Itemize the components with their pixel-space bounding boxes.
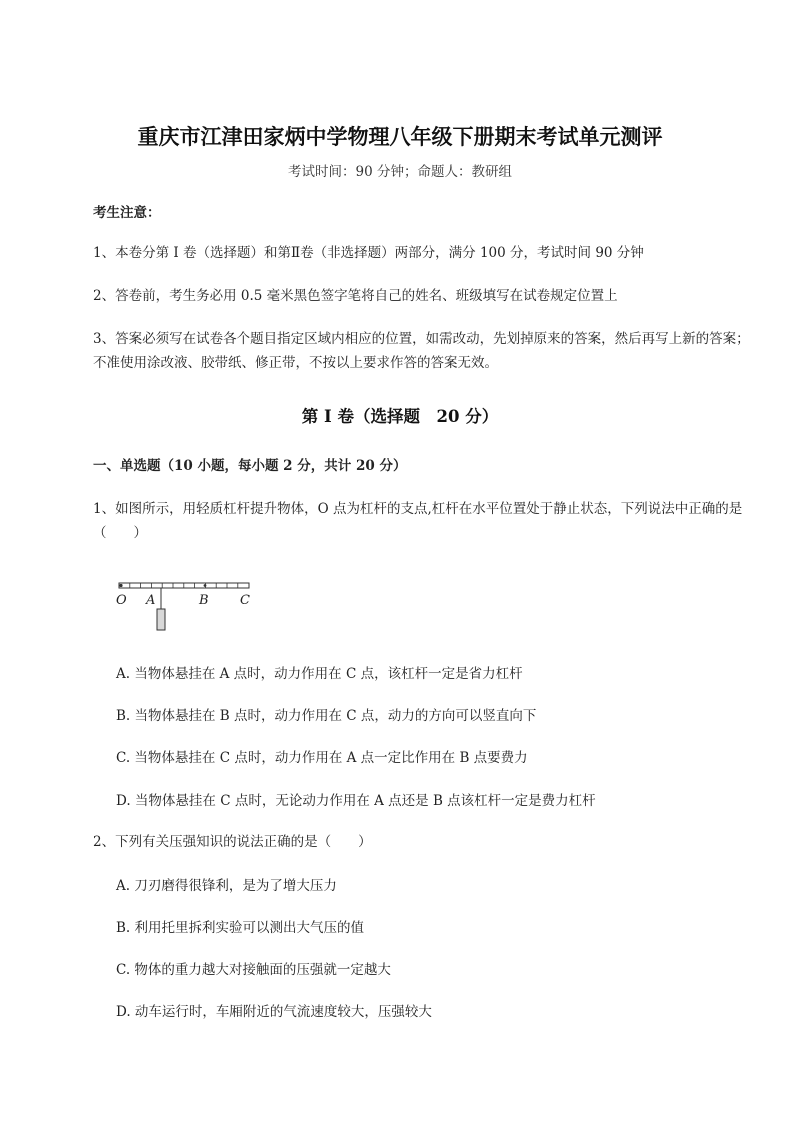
notice-heading: 考生注意： [93,205,161,221]
label-o: O [116,593,127,608]
question-stem: 1、如图所示，用轻质杠杆提升物体，O 点为杠杆的支点,杠杆在水平位置处于静止状态，下列说法中正确的是（ ） [93,501,743,541]
label-c: C [240,593,250,608]
option-b: B. 利用托里拆利实验可以测出大气压的值 [116,920,365,936]
exam-info: 考试时间：90 分钟；命题人：教研组 [288,164,512,180]
notice-item: 1、本卷分第 I 卷（选择题）和第Ⅱ卷（非选择题）两部分，满分 100 分，考试时间 90 分钟 [93,245,644,261]
option-d: D. 动车运行时，车厢附近的气流速度较大，压强较大 [116,1004,432,1020]
point-b-marker [204,584,207,587]
option-a: A. 刀刃磨得很锋利，是为了增大压力 [116,878,337,894]
option-c: C. 当物体悬挂在 C 点时，动力作用在 A 点一定比作用在 B 点要费力 [116,750,528,766]
label-b: B [199,593,209,608]
question-stem: 2、下列有关压强知识的说法正确的是（ ） [93,834,372,850]
option-a: A. 当物体悬挂在 A 点时，动力作用在 C 点，该杠杆一定是省力杠杆 [116,666,523,682]
option-d: D. 当物体悬挂在 C 点时，无论动力作用在 A 点还是 B 点该杠杆一定是费力杠杆 [116,793,596,809]
option-b: B. 当物体悬挂在 B 点时，动力作用在 C 点，动力的方向可以竖直向下 [116,708,537,724]
label-a: A [146,593,156,608]
part-heading: 一、单选题（10 小题，每小题 2 分，共计 20 分） [93,458,407,474]
notice-item: 2、答卷前，考生务必用 0.5 毫米黑色签字笔将自己的姓名、班级填写在试卷规定位置上 [93,288,618,304]
fulcrum-point-o [119,584,122,587]
hanging-weight [157,609,165,630]
lever-figure [110,576,260,636]
option-c: C. 物体的重力越大对接触面的压强就一定越大 [116,962,391,978]
section-title: 第 I 卷（选择题 20 分） [301,407,499,426]
page-title: 重庆市江津田家炳中学物理八年级下册期末考试单元测评 [137,124,663,149]
notice-item: 3、答案必须写在试卷各个题目指定区域内相应的位置，如需改动，先划掉原来的答案，然后再写上新的答案；不准使用涂改液、胶带纸、修正带，不按以上要求作答的答案无效。 [93,331,750,371]
